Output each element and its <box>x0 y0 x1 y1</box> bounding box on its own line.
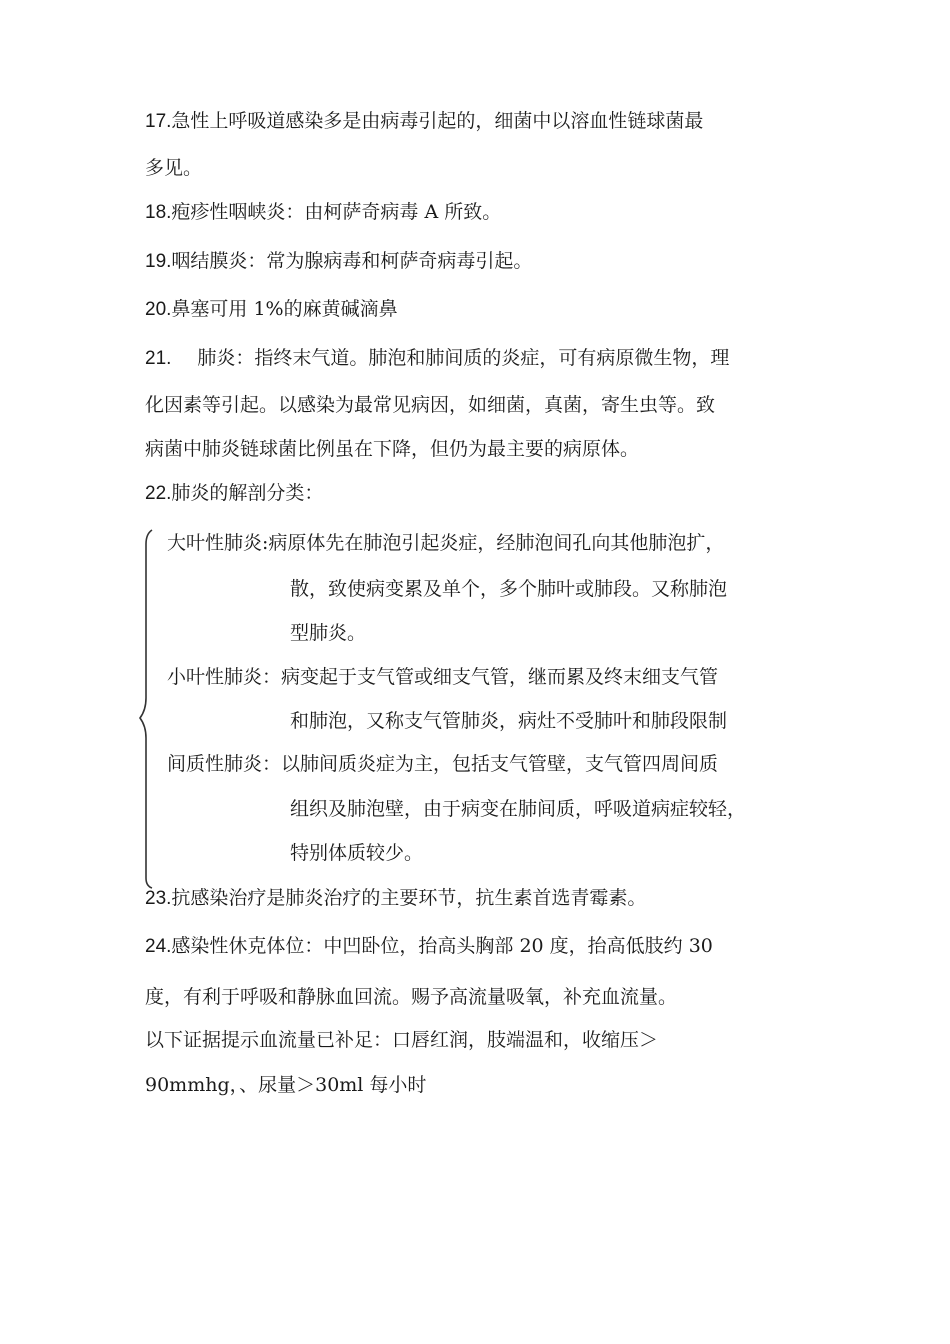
class-text: 病原体先在肺泡引起炎症，经肺泡间孔向其他肺泡扩， <box>268 532 725 554</box>
class-term: 间质性肺炎： <box>167 753 282 775</box>
item-number: 23. <box>145 888 172 909</box>
item-19 <box>145 248 532 275</box>
item-24-line-2: 度，有利于呼吸和静脉血回流。赐予高流量吸氧，补充血流量。 <box>145 986 678 1008</box>
class-term: 小叶性肺炎： <box>167 666 282 688</box>
class-term: 大叶性肺炎: <box>167 532 269 554</box>
item-text: 抗感染治疗是肺炎治疗的主要环节，抗生素首选青霉素。 <box>171 887 647 909</box>
note-line-1: 以下证据提示血流量已补足：口唇红润，肢端温和，收缩压＞ <box>145 1029 659 1051</box>
item-17 <box>145 108 703 135</box>
item-21-line-3: 病菌中肺炎链球菌比例虽在下降，但仍为最主要的病原体。 <box>145 438 640 460</box>
item-text: 急性上呼吸道感染多是由病毒引起的，细菌中以溶血性链球菌最 <box>171 110 704 132</box>
item-number: 18. <box>145 202 172 223</box>
interstitial-pneumonia <box>167 751 718 777</box>
left-brace-icon <box>134 528 158 890</box>
item-17-line-2: 多见。 <box>145 157 203 179</box>
lobar-pneumonia <box>167 530 724 556</box>
item-text: 咽结膜炎：常为腺病毒和柯萨奇病毒引起。 <box>171 250 533 272</box>
item-number: 22. <box>145 483 172 504</box>
lobar-pneumonia-line-2: 散，致使病变累及单个，多个肺叶或肺段。又称肺泡 <box>290 578 728 600</box>
item-21-line-2: 化因素等引起。以感染为最常见病因，如细菌，真菌，寄生虫等。致 <box>145 394 716 416</box>
item-text: 鼻塞可用 1%的麻黄碱滴鼻 <box>171 298 398 320</box>
item-22 <box>145 480 323 507</box>
interstitial-pneumonia-line-3: 特别体质较少。 <box>290 842 424 864</box>
lobular-pneumonia-line-2: 和肺泡，又称支气管肺炎，病灶不受肺叶和肺段限制 <box>290 710 728 732</box>
item-23 <box>145 885 646 912</box>
class-text: 病变起于支气管或细支气管，继而累及终末细支气管 <box>281 666 719 688</box>
interstitial-pneumonia-line-2: 组织及肺泡壁，由于病变在肺间质，呼吸道病症较轻， <box>290 798 747 820</box>
item-18 <box>145 199 501 226</box>
item-24 <box>145 933 713 960</box>
class-text: 以肺间质炎症为主，包括支气管壁，支气管四周间质 <box>281 753 719 775</box>
item-text: 肺炎：指终末气道。肺泡和肺间质的炎症，可有病原微生物，理 <box>197 347 730 369</box>
item-text: 感染性休克体位：中凹卧位，抬高头胸部 20 度，抬高低肢约 30 <box>171 935 713 957</box>
item-text: 肺炎的解剖分类： <box>171 482 324 504</box>
item-number: 17. <box>145 111 172 132</box>
item-number: 19. <box>145 251 172 272</box>
note-line-2: 90mmhg，、尿量＞30ml 每小时 <box>145 1074 427 1096</box>
lobular-pneumonia <box>167 664 718 690</box>
item-21 <box>145 345 729 372</box>
item-20 <box>145 296 398 323</box>
item-text: 疱疹性咽峡炎：由柯萨奇病毒 A 所致。 <box>171 201 502 223</box>
item-number: 24. <box>145 936 172 957</box>
item-number: 20. <box>145 299 172 320</box>
item-number: 21. <box>145 348 172 369</box>
lobar-pneumonia-line-3: 型肺炎。 <box>290 622 367 644</box>
